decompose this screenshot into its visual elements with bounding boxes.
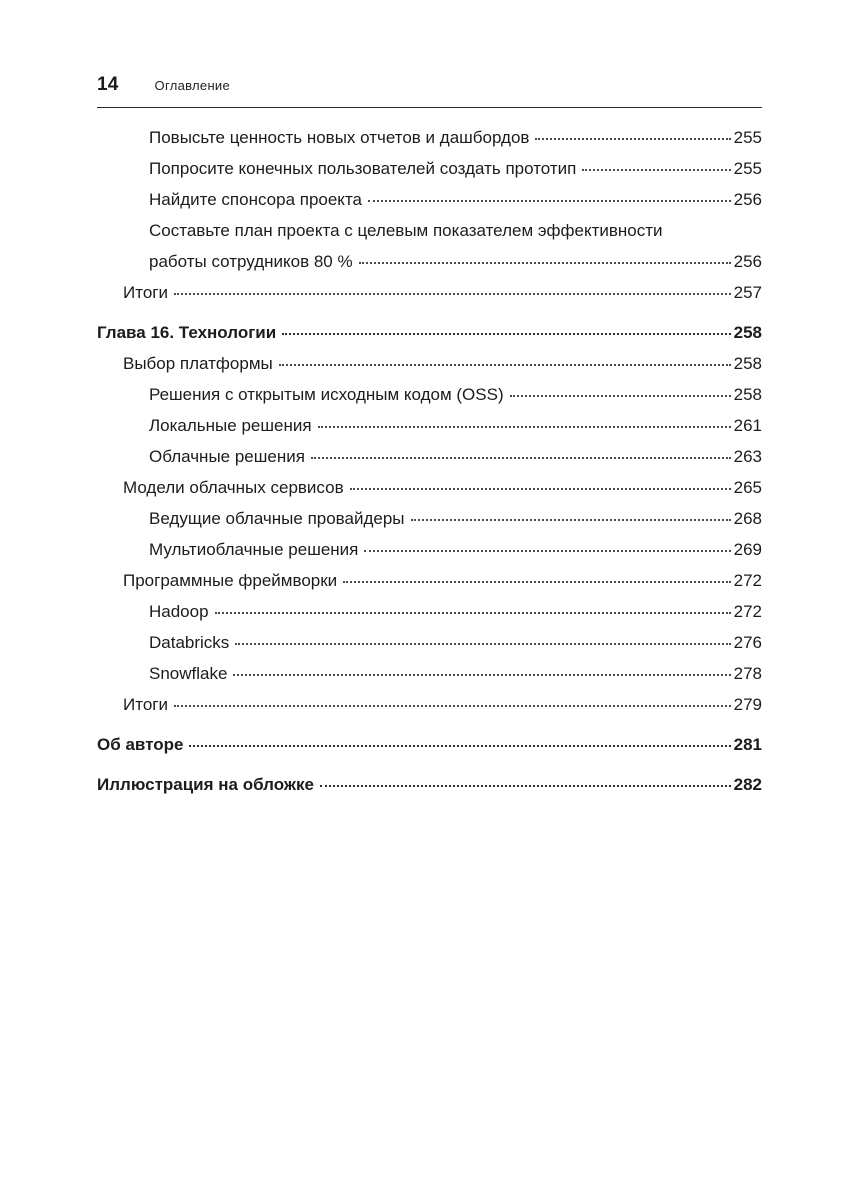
toc-entry [97, 153, 762, 184]
toc-entry-page: 257 [733, 283, 762, 302]
dot-leader [343, 581, 730, 583]
toc-entry-title: Hadoop [149, 602, 209, 621]
toc-entry-title: Повысьте ценность новых отчетов и дашбордов [149, 128, 530, 147]
dot-leader [174, 705, 731, 707]
toc-entry-title: Мультиоблачные решения [149, 540, 359, 559]
toc-entry-page: 278 [733, 664, 762, 683]
toc-entry-title-continued: работы сотрудников 80 % [149, 252, 353, 271]
toc-entry-title: Snowflake [149, 664, 228, 683]
toc-entry [97, 627, 762, 658]
toc-entry-title: Программные фреймворки [123, 571, 338, 590]
toc-entry-page: 282 [733, 775, 762, 794]
dot-leader [174, 293, 731, 295]
toc-entry [97, 317, 762, 348]
dot-leader [235, 643, 730, 645]
toc-entry [97, 215, 762, 246]
dot-leader [359, 262, 731, 264]
dot-leader [282, 333, 730, 335]
toc-entry-title: Иллюстрация на обложке [97, 775, 314, 794]
toc-entry-title: Локальные решения [149, 416, 312, 435]
toc-entry [97, 348, 762, 379]
toc-entry-title: Итоги [123, 695, 168, 714]
table-of-contents [97, 122, 762, 800]
toc-entry-title: Итоги [123, 283, 168, 302]
toc-entry-page: 268 [733, 509, 762, 528]
toc-entry [97, 410, 762, 441]
dot-leader [279, 364, 731, 366]
toc-entry-page: 256 [733, 252, 762, 271]
toc-entry [97, 122, 762, 153]
dot-leader [215, 612, 731, 614]
toc-entry-title: Решения с открытым исходным кодом (OSS) [149, 385, 504, 404]
toc-entry-page: 279 [733, 695, 762, 714]
toc-entry [97, 184, 762, 215]
toc-entry [97, 277, 762, 308]
toc-entry-title: Databricks [149, 633, 230, 652]
running-head-title: Оглавление [154, 78, 231, 93]
toc-entry-page: 258 [733, 354, 762, 373]
toc-entry [97, 246, 762, 277]
toc-entry [97, 658, 762, 689]
dot-leader [350, 488, 731, 490]
toc-entry [97, 565, 762, 596]
toc-entry [97, 503, 762, 534]
toc-entry-page: 276 [733, 633, 762, 652]
toc-entry [97, 689, 762, 720]
toc-entry-title: Глава 16. Технологии [97, 323, 277, 342]
toc-entry [97, 769, 762, 800]
toc-entry-page: 265 [733, 478, 762, 497]
dot-leader [364, 550, 730, 552]
toc-entry [97, 441, 762, 472]
toc-entry-page: 272 [733, 571, 762, 590]
toc-entry-title: Найдите спонсора проекта [149, 190, 362, 209]
toc-entry-title: Об авторе [97, 735, 184, 754]
dot-leader [320, 785, 731, 787]
toc-entry-page: 263 [733, 447, 762, 466]
toc-entry [97, 379, 762, 410]
dot-leader [368, 200, 731, 202]
toc-entry-title: Модели облачных сервисов [123, 478, 344, 497]
dot-leader [318, 426, 731, 428]
dot-leader [311, 457, 731, 459]
toc-entry-title: Ведущие облачные провайдеры [149, 509, 405, 528]
toc-entry-title: Составьте план проекта с целевым показателем эффективности [149, 221, 663, 240]
dot-leader [189, 745, 730, 747]
toc-entry-page: 258 [733, 385, 762, 404]
toc-entry-page: 258 [733, 323, 762, 342]
toc-entry-page: 281 [733, 735, 762, 754]
toc-entry [97, 472, 762, 503]
toc-entry-page: 261 [733, 416, 762, 435]
dot-leader [535, 138, 730, 140]
toc-entry-title: Облачные решения [149, 447, 305, 466]
toc-entry [97, 596, 762, 627]
dot-leader [582, 169, 730, 171]
toc-entry-page: 255 [733, 159, 762, 178]
toc-entry-page: 269 [733, 540, 762, 559]
toc-entry [97, 729, 762, 760]
dot-leader [411, 519, 731, 521]
toc-entry [97, 534, 762, 565]
running-head [97, 74, 762, 108]
toc-entry-page: 256 [733, 190, 762, 209]
page-number: 14 [97, 74, 119, 95]
toc-entry-title: Попросите конечных пользователей создать прототип [149, 159, 577, 178]
toc-entry-page: 272 [733, 602, 762, 621]
toc-entry-title: Выбор платформы [123, 354, 273, 373]
dot-leader [510, 395, 731, 397]
dot-leader [233, 674, 730, 676]
toc-entry-page: 255 [733, 128, 762, 147]
